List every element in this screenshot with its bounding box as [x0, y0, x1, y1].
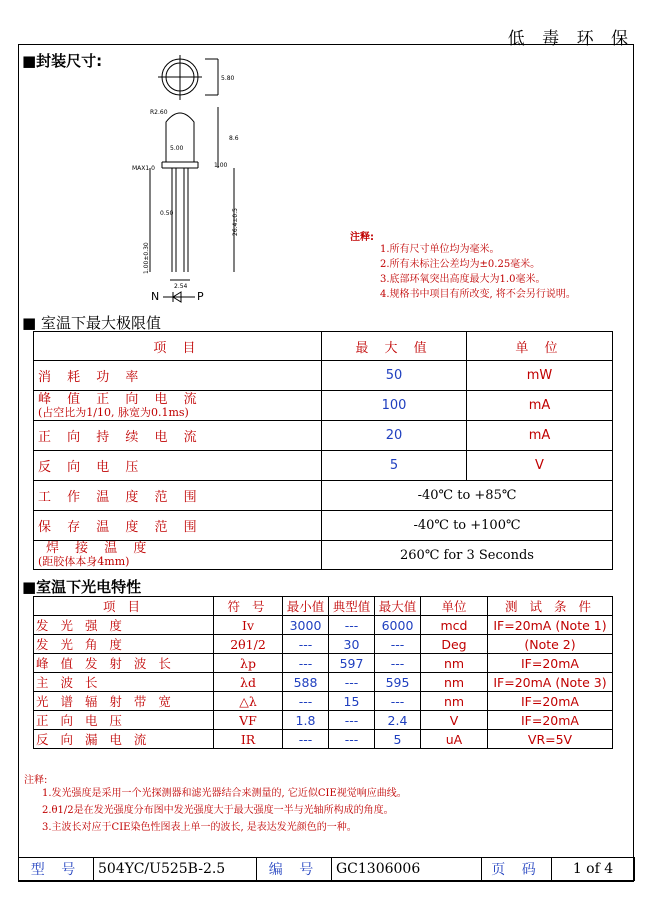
- row-item: 工 作 温 度 范 围: [34, 481, 322, 511]
- dim-d10: 2.54: [174, 283, 188, 290]
- optical-rows: [34, 616, 613, 749]
- table-row: [34, 481, 613, 511]
- row-item: 消 耗 功 率: [34, 361, 322, 391]
- dim-d1: 5.80: [221, 75, 235, 82]
- package-title: ■封装尺寸:: [22, 52, 103, 70]
- package-note: 1.所有尺寸单位均为毫米。: [380, 244, 500, 255]
- row-typ: ---: [329, 673, 375, 692]
- dim-d3: 8.6: [229, 135, 239, 142]
- row-item: 峰 值 发 射 波 长: [34, 654, 214, 673]
- row-symbol: IR: [214, 730, 283, 749]
- row-min: 1.8: [283, 711, 329, 730]
- row-max: ---: [375, 692, 421, 711]
- row-typ: 15: [329, 692, 375, 711]
- package-notes-title: 注释:: [350, 232, 374, 243]
- row-condition: VR=5V: [488, 730, 613, 749]
- row-condition: IF=20mA (Note 3): [488, 673, 613, 692]
- row-unit: uA: [421, 730, 488, 749]
- row-condition: IF=20mA: [488, 654, 613, 673]
- row-item-cell: [34, 541, 322, 570]
- abs-max-title: ■ 室温下最大极限值: [22, 314, 161, 332]
- row-value: 20: [322, 421, 467, 451]
- table-row: [34, 730, 613, 749]
- table-row: [34, 361, 613, 391]
- row-item: 光 谱 辐 射 带 宽: [34, 692, 214, 711]
- table-row: [34, 654, 613, 673]
- row-span-value: 260℃ for 3 Seconds: [322, 541, 613, 570]
- row-max: ---: [375, 635, 421, 654]
- row-item: 反 向 漏 电 流: [34, 730, 214, 749]
- row-unit: V: [421, 711, 488, 730]
- row-max: ---: [375, 654, 421, 673]
- package-notes: [380, 242, 576, 302]
- row-item: 反 向 电 压: [34, 451, 322, 481]
- row-condition: IF=20mA (Note 1): [488, 616, 613, 635]
- pin-p-label: P: [197, 290, 204, 303]
- code-value: GC1306006: [332, 858, 482, 881]
- row-value: 100: [322, 391, 467, 421]
- table-row: [34, 451, 613, 481]
- row-symbol: VF: [214, 711, 283, 730]
- header-unit: 单位: [421, 597, 488, 616]
- row-symbol: λp: [214, 654, 283, 673]
- dim-d2: R2.60: [150, 109, 168, 116]
- optical-note: 2.θ1/2是在发光强度分布图中发光强度大于最大强度一半与光轴所构成的角度。: [42, 805, 394, 816]
- dim-d9: 1.00±0.30: [143, 242, 150, 274]
- row-item-sub: (占空比为1/10, 脉宽为0.1ms): [38, 406, 189, 419]
- row-item: 峰 值 正 向 电 流: [38, 392, 203, 407]
- row-unit: nm: [421, 692, 488, 711]
- row-item-cell: [34, 391, 322, 421]
- optical-notes: [42, 785, 407, 836]
- table-row: [34, 391, 613, 421]
- code-label: 编 号: [257, 858, 332, 881]
- header-symbol: 符 号: [214, 597, 283, 616]
- optical-notes-title: 注释:: [24, 775, 48, 786]
- row-condition: IF=20mA: [488, 711, 613, 730]
- row-span-value: -40℃ to +85℃: [322, 481, 613, 511]
- table-row: [34, 541, 613, 570]
- diode-symbol-icon: [163, 290, 195, 304]
- table-row: [34, 511, 613, 541]
- row-min: 3000: [283, 616, 329, 635]
- table-header-row: [34, 332, 613, 361]
- package-note: 4.规格书中项目有所改变, 将不会另行说明。: [380, 289, 576, 300]
- row-max: 595: [375, 673, 421, 692]
- header-typ: 典型值: [329, 597, 375, 616]
- row-unit: Deg: [421, 635, 488, 654]
- table-row: [34, 673, 613, 692]
- page-label: 页 码: [482, 858, 552, 881]
- row-item: 发 光 强 度: [34, 616, 214, 635]
- row-item: 正 向 持 续 电 流: [34, 421, 322, 451]
- row-span-value: -40℃ to +100℃: [322, 511, 613, 541]
- model-value: 504YC/U525B-2.5: [94, 858, 257, 881]
- footer-table: [18, 857, 635, 881]
- pin-n-label: N: [151, 290, 160, 303]
- dim-d5: 1.00: [214, 162, 228, 169]
- header-min: 最小值: [283, 597, 329, 616]
- row-typ: 597: [329, 654, 375, 673]
- row-unit: mA: [467, 421, 613, 451]
- dim-d7: 0.50: [160, 210, 174, 217]
- row-typ: ---: [329, 711, 375, 730]
- led-dimension-drawing: [130, 52, 260, 307]
- dim-d4: 5.00: [170, 145, 184, 152]
- row-symbol: 2θ1/2: [214, 635, 283, 654]
- row-min: ---: [283, 635, 329, 654]
- row-unit: mW: [467, 361, 613, 391]
- model-label: 型 号: [19, 858, 94, 881]
- row-symbol: △λ: [214, 692, 283, 711]
- row-unit: nm: [421, 673, 488, 692]
- table-header-row: [34, 597, 613, 616]
- row-min: 588: [283, 673, 329, 692]
- row-unit: mA: [467, 391, 613, 421]
- row-typ: ---: [329, 616, 375, 635]
- footer-row: [19, 858, 635, 881]
- row-unit: nm: [421, 654, 488, 673]
- row-item: 正 向 电 压: [34, 711, 214, 730]
- optical-note: 3.主波长对应于CIE染色性图表上单一的波长, 是表达发光颜色的一种。: [42, 822, 357, 833]
- row-item: 发 光 角 度: [34, 635, 214, 654]
- table-row: [34, 635, 613, 654]
- row-max: 6000: [375, 616, 421, 635]
- package-note: 3.底部环氧突出高度最大为1.0毫米。: [380, 274, 546, 285]
- abs-max-table: [33, 331, 613, 570]
- row-min: ---: [283, 730, 329, 749]
- header-max: 最大值: [375, 597, 421, 616]
- package-note: 2.所有未标注公差均为±0.25毫米。: [380, 259, 541, 270]
- optical-table: [33, 596, 613, 749]
- row-value: 50: [322, 361, 467, 391]
- row-max: 2.4: [375, 711, 421, 730]
- optical-title: ■室温下光电特性: [22, 578, 142, 596]
- row-symbol: λd: [214, 673, 283, 692]
- row-typ: 30: [329, 635, 375, 654]
- table-row: [34, 421, 613, 451]
- row-item: 主 波 长: [34, 673, 214, 692]
- table-row: [34, 692, 613, 711]
- row-min: ---: [283, 654, 329, 673]
- row-unit: mcd: [421, 616, 488, 635]
- row-typ: ---: [329, 730, 375, 749]
- page-value: 1 of 4: [552, 858, 635, 881]
- row-max: 5: [375, 730, 421, 749]
- row-condition: IF=20mA: [488, 692, 613, 711]
- row-unit: V: [467, 451, 613, 481]
- header-unit: 单 位: [467, 332, 613, 361]
- row-value: 5: [322, 451, 467, 481]
- dim-d8: 26.4±0.5: [232, 208, 239, 236]
- row-min: ---: [283, 692, 329, 711]
- optical-note: 1.发光强度是采用一个光探测器和滤光器结合来测量的, 它近似CIE视觉响应曲线。: [42, 788, 407, 799]
- header-item: 项 目: [34, 597, 214, 616]
- row-symbol: Iv: [214, 616, 283, 635]
- row-item-sub: (距胶体本身4mm): [38, 555, 130, 568]
- header-item: 项 目: [34, 332, 322, 361]
- row-item: 保 存 温 度 范 围: [34, 511, 322, 541]
- row-condition: (Note 2): [488, 635, 613, 654]
- row-item: 焊 接 温 度: [46, 541, 153, 556]
- table-row: [34, 711, 613, 730]
- table-row: [34, 616, 613, 635]
- header-max: 最 大 值: [322, 332, 467, 361]
- header-condition: 测 试 条 件: [488, 597, 613, 616]
- dim-d6: MAX1.0: [132, 165, 155, 172]
- eco-title: 低 毒 环 保: [507, 29, 634, 49]
